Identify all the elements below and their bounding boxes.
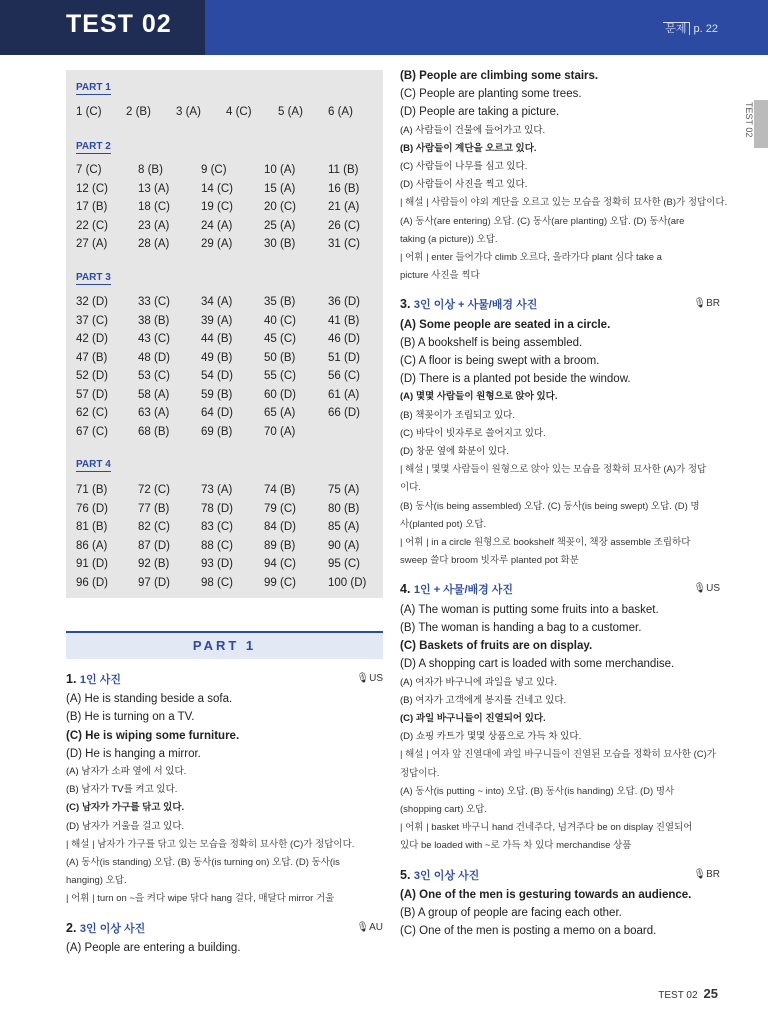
section-banner-title: PART 1	[192, 638, 257, 653]
explanation-line: | 어휘 | in a circle 원형으로 bookshelf 책꽂이, 책장 assemble 조립하다	[400, 537, 691, 549]
answer-cell: 43 (C)	[138, 333, 170, 345]
option-line: (D) People are taking a picture.	[400, 106, 560, 119]
answer-cell: 20 (C)	[264, 201, 296, 213]
answer-cell: 3 (A)	[176, 106, 201, 118]
explanation-line: taking (a picture)) 오답.	[400, 233, 498, 245]
answer-cell: 100 (D)	[328, 576, 367, 589]
option-line: (B) The woman is handing a bag to a customer.	[400, 621, 642, 634]
question-number: 2.	[66, 920, 80, 935]
answer-cell: 26 (C)	[328, 219, 360, 232]
answer-cell: 68 (B)	[138, 425, 170, 438]
answer-cell: 61 (A)	[328, 388, 360, 401]
answer-cell: 46 (D)	[328, 333, 360, 345]
answer-cell: 21 (A)	[328, 201, 360, 213]
answer-cell: 47 (B)	[76, 351, 108, 364]
answer-cell: 22 (C)	[76, 219, 108, 232]
answer-cell: 78 (D)	[201, 502, 233, 515]
explanation-line: | 어휘 | enter 들어가다 climb 오르다, 올라가다 plant 심다 take a	[400, 252, 662, 264]
answer-cell: 41 (B)	[328, 314, 360, 327]
answer-cell: 34 (A)	[201, 296, 233, 308]
question-heading	[400, 295, 720, 314]
accent-label: 🎙AU	[356, 921, 383, 933]
right-column-text	[400, 67, 728, 940]
answer-cell: 7 (C)	[76, 164, 102, 176]
explanation-line: 정답이다.	[400, 767, 440, 779]
answer-cell: 15 (A)	[264, 182, 296, 195]
answer-cell: 67 (C)	[76, 425, 108, 438]
question-category: 1인 사진	[79, 674, 121, 686]
ref-page: p. 22	[693, 23, 718, 35]
accent-label: 🎙BR	[693, 868, 720, 880]
answer-cell: 45 (C)	[264, 333, 296, 345]
question-category: 3인 이상 + 사물/배경 사진	[413, 299, 538, 312]
explanation-line: (shopping cart) 오답.	[400, 803, 487, 815]
answer-cell: 60 (D)	[264, 388, 296, 401]
answer-cell: 24 (A)	[201, 219, 233, 232]
explanation-line: sweep 쓸다 broom 빗자루 planted pot 화분	[400, 555, 579, 567]
question-category: 3인 이상 사진	[413, 869, 480, 882]
accent-label: 🎙US	[356, 673, 383, 684]
answer-cell: 79 (C)	[264, 502, 296, 515]
answer-cell: 27 (A)	[76, 238, 108, 250]
answer-cell: 16 (B)	[328, 182, 360, 195]
translation-line: (B) 남자가 TV를 켜고 있다.	[66, 784, 178, 796]
translation-line: (C) 남자가 가구를 닦고 있다.	[66, 802, 185, 814]
option-line: (C) People are planting some trees.	[400, 88, 582, 101]
answer-cell: 4 (C)	[226, 106, 252, 118]
answer-cell: 93 (D)	[201, 558, 233, 570]
section-banner	[66, 631, 383, 659]
question-category: 1인 + 사물/배경 사진	[413, 584, 514, 597]
answer-cell: 69 (B)	[201, 425, 233, 438]
spacer	[400, 285, 720, 295]
answer-cell: 82 (C)	[138, 521, 170, 533]
answer-key-box	[66, 70, 383, 598]
option-line: (C) He is wiping some furniture.	[66, 729, 240, 742]
option-line: (B) He is turning on a TV.	[66, 711, 195, 724]
option-line: (B) A bookshelf is being assembled.	[400, 336, 583, 349]
ref-label: 문제	[663, 22, 689, 35]
answer-cell: 31 (C)	[328, 238, 360, 250]
answer-cell: 1 (C)	[76, 106, 102, 118]
answer-cell: 77 (B)	[138, 502, 170, 515]
question-number: 1.	[66, 672, 80, 686]
translation-line: (B) 책꽂이가 조립되고 있다.	[400, 409, 515, 421]
answer-cell: 50 (B)	[264, 351, 296, 364]
explanation-line: | 해설 | 몇몇 사람들이 원형으로 앉아 있는 모습을 정확히 묘사한 (A)가 정답	[400, 464, 707, 476]
spacer	[400, 570, 720, 580]
answer-cell: 84 (D)	[264, 521, 296, 533]
answer-cell: 65 (A)	[264, 407, 296, 419]
question-heading	[400, 866, 720, 885]
translation-line: (B) 사람들이 계단을 오르고 있다.	[400, 142, 537, 154]
answer-cell: 53 (C)	[138, 370, 170, 382]
answer-cell: 87 (D)	[138, 539, 170, 552]
explanation-line: (A) 동사(is putting ~ into) 오답. (B) 동사(is handing) 오답. (D) 명사	[400, 785, 675, 797]
answer-part4-label: PART 4	[76, 459, 111, 470]
explanation-line: | 해설 | 여자 앞 진열대에 과일 바구니들이 진열된 모습을 정확히 묘사한 (C)가	[400, 749, 716, 761]
question-category: 3인 이상 사진	[79, 922, 146, 935]
option-line: (A) One of the men is gesturing towards an audience.	[400, 888, 692, 901]
answer-cell: 37 (C)	[76, 314, 108, 327]
explanation-line: 사(planted pot) 오답.	[400, 518, 487, 530]
translation-line: (C) 과일 바구니들이 진열되어 있다.	[400, 712, 546, 724]
answer-cell: 23 (A)	[138, 219, 170, 232]
answer-cell: 8 (B)	[138, 164, 163, 176]
answer-cell: 18 (C)	[138, 201, 170, 213]
answer-cell: 49 (B)	[201, 351, 233, 364]
option-line: (B) A group of people are facing each other.	[400, 906, 622, 919]
explanation-line: | 해설 | 남자가 가구를 닦고 있는 모습을 정확히 묘사한 (C)가 정답이다.	[66, 838, 355, 850]
answer-cell: 6 (A)	[328, 106, 353, 118]
side-tab-marker	[754, 100, 768, 148]
answer-cell: 11 (B)	[328, 164, 359, 176]
answer-cell: 44 (B)	[201, 333, 233, 345]
spacer	[66, 909, 383, 919]
answer-part2-label: PART 2	[76, 141, 111, 152]
answer-cell: 88 (C)	[201, 539, 233, 552]
answer-cell: 36 (D)	[328, 296, 360, 308]
answer-cell: 91 (D)	[76, 558, 108, 570]
translation-line: (C) 바닥이 빗자루로 쓸어지고 있다.	[400, 427, 546, 439]
translation-line: (A) 사람들이 건물에 들어가고 있다.	[400, 124, 546, 136]
answer-cell: 2 (B)	[126, 106, 151, 118]
question-number: 4.	[400, 582, 414, 597]
option-line: (D) He is hanging a mirror.	[66, 747, 201, 760]
answer-cell: 71 (B)	[76, 484, 108, 496]
answer-cell: 66 (D)	[328, 407, 360, 419]
answer-cell: 99 (C)	[264, 576, 296, 589]
answer-cell: 89 (B)	[264, 539, 296, 552]
answer-cell: 33 (C)	[138, 296, 170, 308]
page-footer	[658, 986, 718, 1001]
footer-label: TEST 02	[658, 990, 698, 1001]
answer-cell: 39 (A)	[201, 314, 233, 327]
accent-label: 🎙BR	[693, 298, 720, 310]
answer-cell: 29 (A)	[201, 238, 233, 250]
page-number: 25	[703, 986, 718, 1001]
spacer	[400, 856, 720, 866]
explanation-line: 이다.	[400, 482, 421, 494]
answer-cell: 28 (A)	[138, 238, 170, 250]
answer-cell: 30 (B)	[264, 238, 296, 250]
explanation-line: (A) 동사(is standing) 오답. (B) 동사(is turning on) 오답. (D) 동사(is	[66, 857, 340, 869]
answer-cell: 17 (B)	[76, 201, 108, 213]
answer-cell: 52 (D)	[76, 370, 108, 382]
explanation-line: (B) 동사(is being assembled) 오답. (C) 동사(is being swept) 오답. (D) 명	[400, 500, 700, 512]
answer-cell: 96 (D)	[76, 576, 108, 589]
answer-cell: 35 (B)	[264, 296, 296, 308]
answer-cell: 81 (B)	[76, 521, 108, 533]
answer-part1-label: PART 1	[76, 82, 111, 93]
question-number: 5.	[400, 867, 414, 882]
answer-part3-label: PART 3	[76, 272, 111, 283]
explanation-line: | 해설 | 사람들이 야외 계단을 오르고 있는 모습을 정확히 묘사한 (B)가 정답이다.	[400, 197, 728, 209]
answer-cell: 48 (D)	[138, 351, 170, 364]
answer-cell: 40 (C)	[264, 314, 296, 327]
answer-cell: 80 (B)	[328, 502, 360, 515]
answer-cell: 38 (B)	[138, 314, 170, 327]
answer-cell: 83 (C)	[201, 521, 233, 533]
answer-cell: 73 (A)	[201, 484, 233, 496]
answer-cell: 14 (C)	[201, 182, 233, 195]
answer-cell: 90 (A)	[328, 539, 360, 552]
translation-line: (A) 몇몇 사람들이 원형으로 앉아 있다.	[400, 391, 558, 403]
question-number: 3.	[400, 297, 414, 312]
answer-cell: 51 (D)	[328, 351, 360, 364]
answer-cell: 86 (A)	[76, 539, 108, 552]
answer-cell: 9 (C)	[201, 164, 227, 176]
answer-cell: 5 (A)	[278, 106, 303, 118]
page-title: TEST 02	[66, 10, 172, 38]
answer-cell: 55 (C)	[264, 370, 296, 382]
translation-line: (A) 남자가 소파 옆에 서 있다.	[66, 766, 187, 778]
translation-line: (A) 여자가 바구니에 과일을 넣고 있다.	[400, 676, 557, 688]
answer-cell: 62 (C)	[76, 407, 108, 419]
explanation-line: | 어휘 | basket 바구니 hand 건네주다, 넘겨주다 be on display 진열되어	[400, 822, 693, 834]
accent-label: 🎙US	[693, 583, 720, 595]
answer-cell: 95 (C)	[328, 558, 360, 570]
answer-cell: 57 (D)	[76, 388, 108, 401]
answer-cell: 75 (A)	[328, 484, 360, 496]
translation-line: (B) 여자가 고객에게 봉지를 건네고 있다.	[400, 694, 567, 706]
option-line: (A) Some people are seated in a circle.	[400, 318, 611, 331]
option-line: (A) The woman is putting some fruits into a basket.	[400, 603, 659, 616]
option-line: (B) People are climbing some stairs.	[400, 70, 599, 82]
answer-cell: 97 (D)	[138, 576, 170, 589]
answer-cell: 85 (A)	[328, 521, 360, 533]
explanation-line: picture 사진을 찍다	[400, 270, 480, 282]
answer-cell: 10 (A)	[264, 164, 296, 176]
answer-cell: 56 (C)	[328, 370, 360, 382]
answer-cell: 63 (A)	[138, 407, 170, 419]
question-heading	[400, 580, 720, 599]
side-tab-label: TEST 02	[744, 102, 754, 138]
answer-cell: 54 (D)	[201, 370, 233, 382]
explanation-line: (A) 동사(are entering) 오답. (C) 동사(are planting) 오답. (D) 동사(are	[400, 215, 685, 227]
answer-cell: 59 (B)	[201, 388, 233, 401]
answer-cell: 70 (A)	[264, 425, 296, 438]
option-line: (D) There is a planted pot beside the window.	[400, 373, 631, 386]
answer-cell: 12 (C)	[76, 182, 108, 195]
question-heading	[66, 670, 383, 689]
answer-cell: 76 (D)	[76, 502, 108, 515]
option-line: (C) A floor is being swept with a broom.	[400, 355, 600, 368]
explanation-line: 있다 be loaded with ~로 가득 차 있다 merchandise 상품	[400, 840, 632, 852]
answer-cell: 25 (A)	[264, 219, 296, 232]
answer-cell: 13 (A)	[138, 182, 170, 195]
translation-line: (C) 사람들이 나무를 심고 있다.	[400, 161, 528, 173]
answer-cell: 72 (C)	[138, 484, 170, 496]
answer-cell: 74 (B)	[264, 484, 296, 496]
translation-line: (D) 창문 옆에 화분이 있다.	[400, 446, 509, 458]
answer-cell: 19 (C)	[201, 201, 233, 213]
option-line: (C) One of the men is posting a memo on a board.	[400, 925, 657, 938]
translation-line: (D) 남자가 거울을 걸고 있다.	[66, 820, 185, 832]
option-line: (C) Baskets of fruits are on display.	[400, 640, 593, 653]
translation-line: (D) 사람들이 사진을 찍고 있다.	[400, 179, 528, 191]
answer-cell: 94 (C)	[264, 558, 296, 570]
answer-cell: 42 (D)	[76, 333, 108, 345]
answer-cell: 64 (D)	[201, 407, 233, 419]
translation-line: (D) 쇼핑 카트가 몇몇 상품으로 가득 차 있다.	[400, 731, 582, 743]
option-line: (A) People are entering a building.	[66, 941, 241, 954]
option-line: (A) He is standing beside a sofa.	[66, 693, 233, 706]
answer-cell: 58 (A)	[138, 388, 170, 401]
answer-cell: 98 (C)	[201, 576, 233, 589]
page-header	[0, 0, 768, 55]
answer-cell: 92 (B)	[138, 558, 170, 570]
option-line: (D) A shopping cart is loaded with some merchandise.	[400, 658, 675, 671]
left-column-text	[66, 670, 383, 957]
problem-page-ref	[663, 20, 718, 36]
answer-cell: 32 (D)	[76, 296, 108, 308]
explanation-line: hanging) 오답.	[66, 875, 127, 887]
question-heading	[66, 919, 383, 938]
explanation-line: | 어휘 | turn on ~을 켜다 wipe 닦다 hang 걸다, 매달다 mirror 거울	[66, 893, 335, 905]
